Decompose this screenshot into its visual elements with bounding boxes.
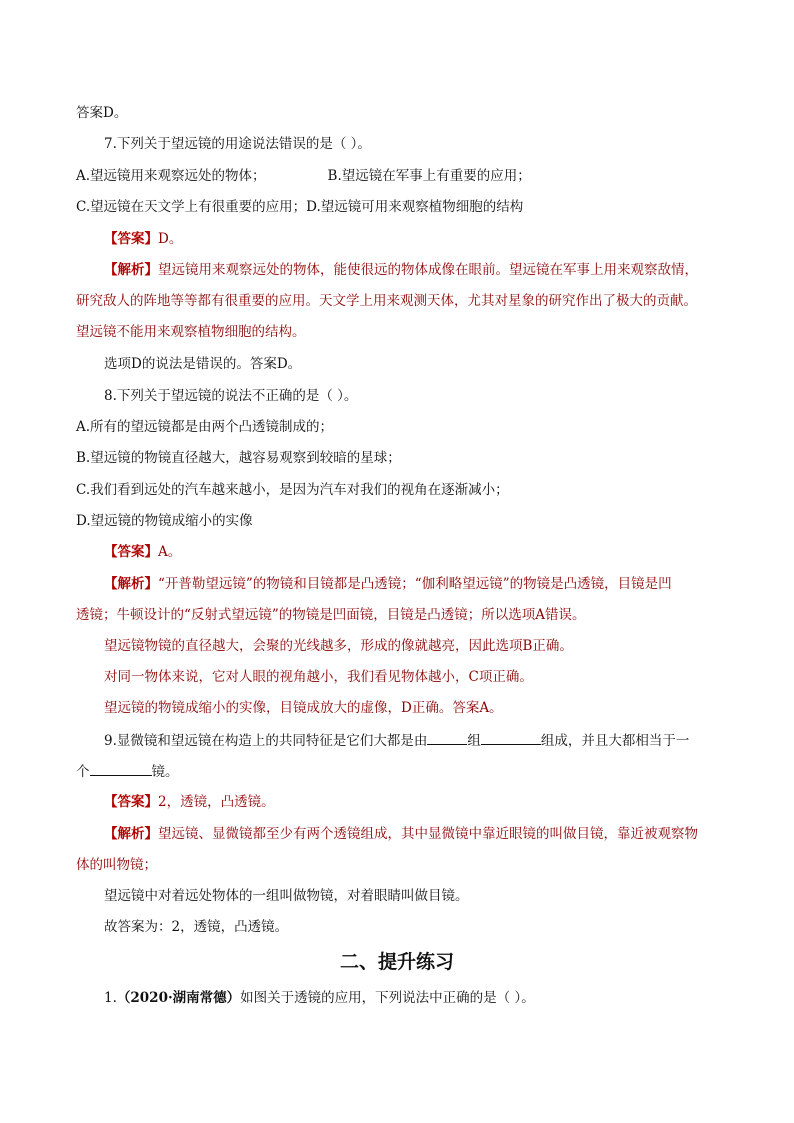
explanation-8-line-3: 望远镜物镜的直径越大，会聚的光线越多，形成的像就越亮，因此选项B正确。 [104, 638, 573, 654]
explanation-8-line-4: 对同一物体来说，它对人眼的视角越小，我们看见物体越小，C项正确。 [104, 669, 533, 685]
explanation-tag: 【解析】 [104, 826, 158, 842]
question-8-option-a: A.所有的望远镜都是由两个凸透镜制成的； [76, 419, 334, 435]
answer-tag: 【答案】 [104, 794, 158, 810]
fill-blank-1[interactable] [427, 730, 467, 745]
question-8: 8.下列关于望远镜的说法不正确的是（ ）。 [104, 388, 358, 404]
practice-question-1: 1.（2020·湖南常德）如图关于透镜的应用，下列说法中正确的是（ ）。 [104, 990, 535, 1006]
explanation-9-line-4: 故答案为：2，透镜，凸透镜。 [104, 919, 289, 935]
explanation-9-line-1: 【解析】望远镜、显微镜都至少有两个透镜组成，其中显微镜中靠近眼镜的叫做目镜，靠近被观察物 [104, 826, 698, 842]
section-title: 二、提升练习 [339, 951, 454, 973]
fill-blank-2[interactable] [481, 730, 541, 745]
explanation-7-line-2: 研究敌人的阵地等等都有很重要的应用。天文学上用来观测天体，尤其对星象的研究作出了极大的贡献。 [76, 293, 697, 309]
explanation-8-line-1: 【解析】“开普勒望远镜”的物镜和目镜都是凸透镜；“伽利略望远镜”的物镜是凸透镜，目镜是凹 [104, 576, 672, 592]
explanation-7-line-3: 望远镜不能用来观察植物细胞的结构。 [76, 324, 306, 340]
explanation-tag: 【解析】 [104, 576, 158, 592]
question-8-option-b: B.望远镜的物镜直径越大，越容易观察到较暗的星球； [76, 450, 401, 466]
explanation-8-line-2: 透镜；牛顿设计的“反射式望远镜”的物镜是凹面镜，目镜是凸透镜；所以选项A错误。 [76, 607, 586, 623]
explanation-8-line-5: 望远镜的物镜成缩小的实像，目镜成放大的虚像，D正确。答案A。 [104, 700, 503, 716]
answer-tag: 【答案】 [104, 544, 158, 560]
fill-blank-3[interactable] [90, 761, 152, 776]
explanation-9-line-3: 望远镜中对着远处物体的一组叫做物镜，对着眼睛叫做目镜。 [104, 888, 469, 904]
question-7: 7.下列关于望远镜的用途说法错误的是（ ）。 [104, 136, 371, 152]
explanation-7-line-1: 【解析】望远镜用来观察远处的物体，能使很远的物体成像在眼前。望远镜在军事上用来观察敌情， [104, 262, 698, 278]
explanation-9-line-2: 体的叫物镜； [76, 857, 157, 873]
answer-tag: 【答案】 [104, 231, 158, 247]
question-source: （2020·湖南常德） [116, 990, 241, 1006]
answer-9: 【答案】2，透镜，凸透镜。 [104, 794, 275, 810]
answer-7: 【答案】D。 [104, 231, 183, 247]
answer-line: 答案D。 [76, 105, 128, 121]
question-7-options-cd: C.望远镜在天文学上有很重要的应用；D.望远镜可用来观察植物细胞的结构 [76, 199, 524, 215]
question-8-option-d: D.望远镜的物镜成缩小的实像 [76, 513, 253, 529]
explanation-tag: 【解析】 [104, 262, 158, 278]
question-9-line-2: 个 镜。 [76, 761, 179, 782]
question-8-option-c: C.我们看到远处的汽车越来越小，是因为汽车对我们的视角在逐渐减小； [76, 482, 509, 498]
question-9-line-1: 9.显微镜和望远镜在构造上的共同特征是它们大都是由 组 组成，并且大都相当于一 [104, 730, 689, 751]
question-7-options-ab: A.望远镜用来观察远处的物体； B.望远镜在军事上有重要的应用； [76, 168, 531, 184]
answer-8: 【答案】A。 [104, 544, 182, 560]
explanation-7-line-4: 选项D的说法是错误的。答案D。 [104, 356, 302, 372]
